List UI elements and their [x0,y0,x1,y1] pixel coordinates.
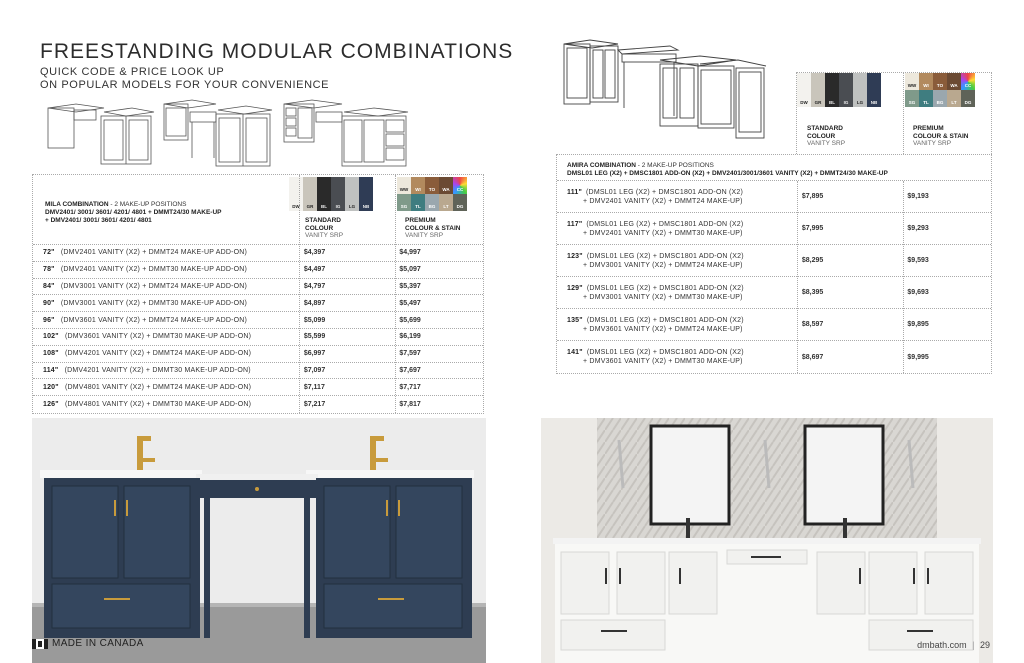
row-premium-price: $4,997 [399,249,421,257]
amira-title-line2: DMSL01 LEG (X2) + DMSC1801 ADD-ON (X2) + DMV2401/3001/3601 VANITY (X2) + DMMT24/30 MAKE-UP [567,170,888,177]
swatch-ig: IG [331,177,345,211]
table-row [33,329,483,346]
page-number: 29 [979,640,990,650]
mila-sketch-2 [162,98,274,170]
swatch-dg: DG [453,194,467,211]
mila-sketch-1 [46,100,156,170]
swatch-tl: TL [919,90,933,107]
row-desc-text: (DMV4201 VANITY (X2) + DMMT24 MAKE-UP ADD-ON) [64,350,252,358]
swatch-cc: CC [453,177,467,194]
row-premium-price: $9,995 [907,353,929,361]
row-standard-price: $5,099 [303,316,326,324]
swatch-tl: TL [411,194,425,211]
mila-standard-swatches [289,177,373,211]
row-size: 123" [567,252,583,260]
row-size: 129" [567,284,583,292]
row-standard-price: $7,097 [303,366,326,374]
row-premium-price: $9,593 [907,257,929,264]
row-description [33,249,298,256]
mila-standard-col-label: STANDARD COLOUR VANITY SRP [305,217,344,239]
row-desc-text: (DMV3601 VANITY (X2) + DMMT30 MAKE-UP ADD-ON) [64,333,252,341]
row-description [33,266,298,273]
row-description [33,384,298,391]
swatch-lt: LT [439,194,453,211]
row-standard-price: $4,397 [303,249,326,257]
row-description [33,333,298,340]
row-description [557,316,796,334]
amira-standard-col-label: STANDARD COLOUR VANITY SRP [807,125,846,147]
swatch-bg: BG [425,194,439,211]
row-desc-line2: + DMV3601 VANITY (X2) + DMMT30 MAKE-UP) [583,358,743,365]
row-description [557,284,796,302]
amira-premium-swatches [905,73,975,107]
canada-flag-icon [32,639,48,649]
table-row [33,312,483,329]
row-premium-price: $9,895 [907,321,929,328]
row-desc-line2: + DMV2401 VANITY (X2) + DMMT24 MAKE-UP) [583,197,743,205]
footer-site[interactable]: dmbath.com [917,640,967,650]
mila-title-rest: - 2 MAKE-UP POSITIONS [108,201,187,208]
swatch-cc: CC [961,73,975,90]
row-desc-line2: + DMV3001 VANITY (X2) + DMMT24 MAKE-UP) [583,261,743,269]
row-standard-price: $8,295 [801,257,824,264]
table-row [33,295,483,312]
row-desc-text: (DMV2401 VANITY (X2) + DMMT24 MAKE-UP ADD-ON) [60,249,248,257]
amira-divider-2 [903,181,904,373]
row-size: 96" [43,316,55,324]
row-standard-price: $5,599 [303,333,326,341]
swatch-gr: GR [811,73,825,107]
row-premium-price: $7,817 [399,401,421,409]
row-premium-price: $9,293 [907,225,929,232]
row-size: 126" [43,401,59,409]
row-size: 72" [43,249,55,257]
swatch-sg: SG [397,194,411,211]
made-in-canada [32,638,144,649]
row-premium-price: $6,199 [399,333,421,341]
amira-table-header [557,155,991,181]
row-desc-line1: (DMSL01 LEG (X2) + DMSC1801 ADD-ON (X2) [586,252,744,260]
row-desc-text: (DMV4801 VANITY (X2) + DMMT30 MAKE-UP ADD-ON) [64,401,252,409]
mila-vanity-photo [32,418,486,663]
swatch-lg: LG [853,73,867,107]
amira-price-table [556,154,992,374]
row-standard-price: $8,597 [801,321,824,328]
amira-swatch-header [796,72,992,154]
row-premium-price: $5,699 [399,316,421,324]
mila-combo-title [45,201,295,225]
mila-table-header [33,175,483,245]
row-desc-line1: (DMSL01 LEG (X2) + DMSC1801 ADD-ON (X2) [586,349,744,356]
row-standard-price: $4,797 [303,282,326,290]
swatch-nb: NB [359,177,373,211]
table-row [557,309,991,341]
row-size: 84" [43,282,55,290]
table-row [557,213,991,245]
amira-rows [557,181,991,373]
swatch-bl: BL [825,73,839,107]
mila-sketch-3 [282,98,410,170]
table-row [33,279,483,296]
row-description [557,188,796,206]
amira-title-rest: - 2 MAKE-UP POSITIONS [635,162,714,169]
row-desc-line1: (DMSL01 LEG (X2) + DMSC1801 ADD-ON (X2) [586,284,744,292]
amira-combo-title [567,162,987,178]
swatch-wa: WA [947,73,961,90]
row-premium-price: $7,697 [399,366,421,374]
amira-title-bold: AMIRA COMBINATION [567,162,636,169]
row-size: 108" [43,350,59,358]
row-description [33,300,298,307]
row-description [557,252,796,270]
row-desc-text: (DMV4201 VANITY (X2) + DMMT30 MAKE-UP ADD-ON) [64,366,251,374]
swatch-wi: WI [411,177,425,194]
subtitle-line-2: ON POPULAR MODELS FOR YOUR CONVENIENCE [40,79,330,91]
swatch-ww: WW [905,73,919,90]
page-title: FREESTANDING MODULAR COMBINATIONS [40,40,514,63]
mila-premium-swatches [397,177,467,211]
amira-premium-col-label: PREMIUM COLOUR & STAIN VANITY SRP [913,125,969,147]
row-standard-price: $6,997 [303,350,326,358]
row-size: 114" [43,366,59,374]
row-premium-price: $9,193 [907,193,929,200]
row-description [33,367,298,374]
row-description [33,283,298,290]
row-description [557,220,796,238]
amira-divider-1 [797,181,798,373]
row-standard-price: $7,117 [303,383,325,391]
row-standard-price: $7,995 [801,225,824,232]
mila-price-table [32,174,484,414]
amira-header-divider [903,73,904,154]
row-standard-price: $8,697 [801,353,824,361]
swatch-ww: WW [397,177,411,194]
mila-title-bold: MILA COMBINATION [45,201,109,208]
subtitle-line-1: QUICK CODE & PRICE LOOK UP [40,66,225,78]
row-desc-line2: + DMV2401 VANITY (X2) + DMMT30 MAKE-UP) [583,229,743,237]
row-standard-price: $7,895 [801,193,824,200]
amira-sketch [560,38,770,142]
swatch-lt: LT [947,90,961,107]
swatch-gr: GR [303,177,317,211]
swatch-sg: SG [905,90,919,107]
row-premium-price: $5,497 [399,299,421,307]
row-premium-price: $5,097 [399,266,421,274]
row-desc-line1: (DMSL01 LEG (X2) + DMSC1801 ADD-ON (X2) [586,188,744,196]
row-size: 111" [567,188,583,196]
row-size: 78" [43,266,55,274]
row-standard-price: $4,497 [303,266,326,274]
row-desc-line2: + DMV3601 VANITY (X2) + DMMT24 MAKE-UP) [583,325,743,333]
row-size: 141" [567,349,583,356]
mila-premium-col-label: PREMIUM COLOUR & STAIN VANITY SRP [405,217,461,239]
row-desc-line1: (DMSL01 LEG (X2) + DMSC1801 ADD-ON (X2) [586,316,744,324]
swatch-dg: DG [961,90,975,107]
mila-rows [33,245,483,413]
amira-vanity-photo [541,418,993,663]
table-row [33,262,483,279]
table-row [557,277,991,309]
mila-divider-2 [395,175,396,413]
row-desc-text: (DMV3001 VANITY (X2) + DMMT24 MAKE-UP ADD-ON) [60,282,248,290]
page-subtitle [40,66,329,92]
row-premium-price: $5,397 [399,282,421,290]
table-row [557,245,991,277]
row-standard-price: $4,897 [303,299,326,307]
row-premium-price: $7,597 [399,350,421,358]
row-size: 120" [43,383,59,391]
footer-site-page [917,640,990,650]
row-size: 90" [43,299,55,307]
mila-title-line2: DMV2401/ 3001/ 3601/ 4201/ 4801 + DMMT24/30 MAKE-UP [45,209,222,216]
row-size: 135" [567,316,583,324]
table-row [33,379,483,396]
table-row [33,346,483,363]
row-desc-text: (DMV2401 VANITY (X2) + DMMT30 MAKE-UP ADD-ON) [60,266,248,274]
swatch-dw: DW [797,73,811,107]
table-row [557,181,991,213]
row-desc-text: (DMV3601 VANITY (X2) + DMMT24 MAKE-UP ADD-ON) [60,316,248,324]
row-standard-price: $7,217 [303,401,326,409]
table-row [33,396,483,413]
swatch-dw: DW [289,177,303,211]
row-desc-text: (DMV4801 VANITY (X2) + DMMT24 MAKE-UP ADD-ON) [64,383,252,391]
row-standard-price: $8,395 [801,289,824,296]
row-premium-price: $9,693 [907,289,929,296]
row-description [557,348,796,366]
mila-title-line3: + DMV2401/ 3001/ 3601/ 4201/ 4801 [45,217,152,224]
row-size: 117" [567,220,583,228]
swatch-bl: BL [317,177,331,211]
amira-standard-swatches [797,73,881,107]
swatch-nb: NB [867,73,881,107]
row-premium-price: $7,717 [399,383,421,391]
swatch-wa: WA [439,177,453,194]
row-desc-line2: + DMV3001 VANITY (X2) + DMMT30 MAKE-UP) [583,293,743,301]
table-row [33,363,483,380]
row-description [33,317,298,324]
made-in-label: MADE IN CANADA [52,638,144,649]
row-desc-text: (DMV3001 VANITY (X2) + DMMT30 MAKE-UP ADD-ON) [60,299,248,307]
swatch-ig: IG [839,73,853,107]
row-size: 102" [43,333,59,341]
swatch-bg: BG [933,90,947,107]
mila-divider-1 [299,175,300,413]
row-description [33,401,298,408]
swatch-wi: WI [919,73,933,90]
row-desc-line1: (DMSL01 LEG (X2) + DMSC1801 ADD-ON (X2) [586,220,744,228]
table-row [557,341,991,373]
row-description [33,350,298,357]
swatch-lg: LG [345,177,359,211]
table-row [33,245,483,262]
swatch-to: TO [425,177,439,194]
footer-separator: | [972,640,975,650]
swatch-to: TO [933,73,947,90]
